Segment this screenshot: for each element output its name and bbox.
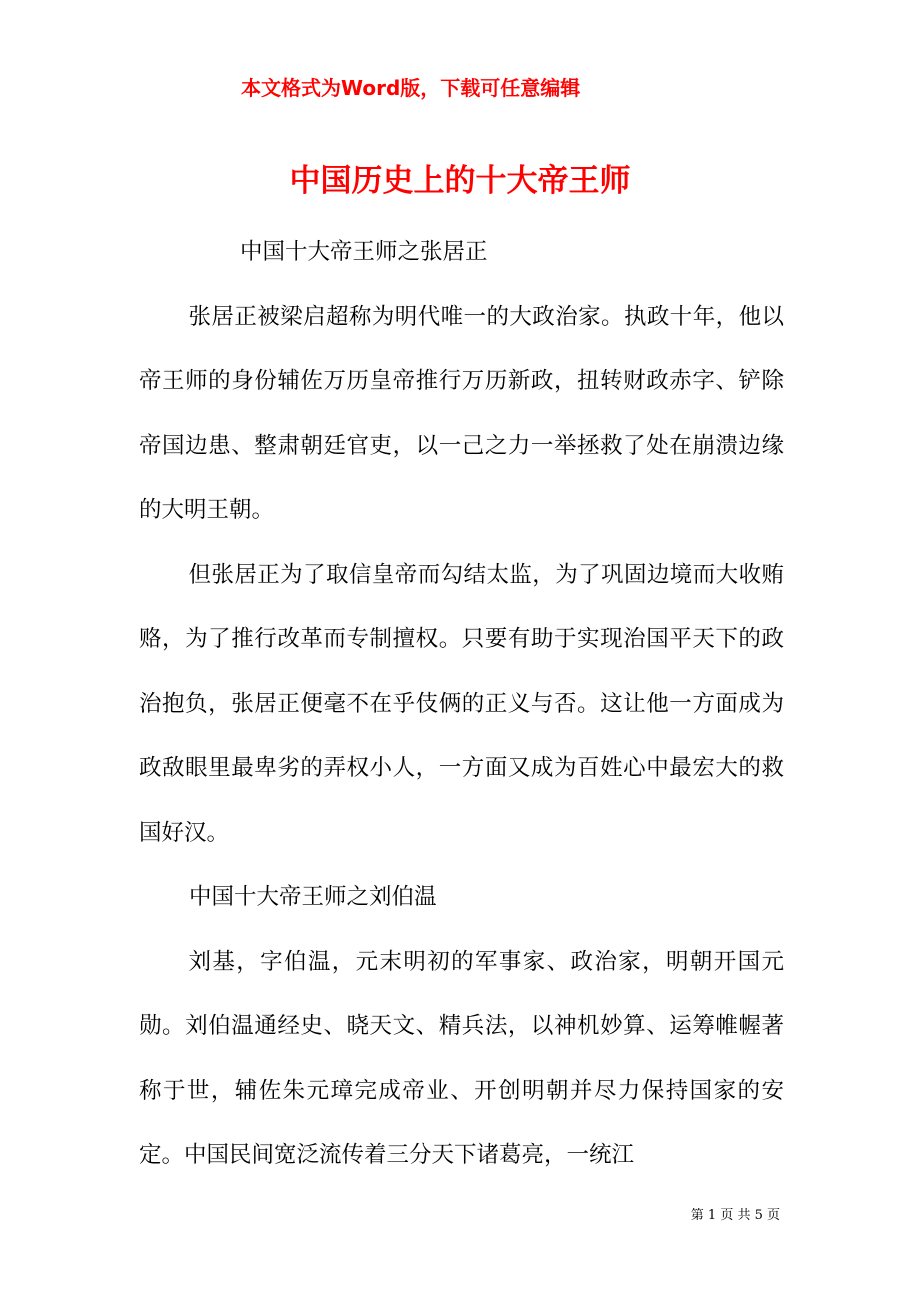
body-paragraph: 刘基，字伯温，元末明初的军事家、政治家，明朝开国元勋。刘伯温通经史、晓天文、精兵法，以神机妙算、运筹帷幄著称于世，辅佐朱元璋完成帝业、开创明朝并尽力保持国家的安定。中国民间宽泛流传着三分天下诸葛亮，一统江 [139, 948, 784, 1168]
section-heading: 中国十大帝王师之张居正 [240, 239, 488, 265]
format-notice: 本文格式为Word版，下载可任意编辑 [241, 76, 581, 100]
body-paragraph: 但张居正为了取信皇帝而勾结太监，为了巩固边境而大收贿赂，为了推行改革而专制擅权。只要有助于实现治国平天下的政治抱负，张居正便毫不在乎伎俩的正义与否。这让他一方面成为政敌眼里最卑劣的弄权小人，一方面又成为百姓心中最宏大的救国好汉。 [139, 561, 784, 846]
body-paragraph: 张居正被梁启超称为明代唯一的大政治家。执政十年，他以帝王师的身份辅佐万历皇帝推行万历新政，扭转财政赤字、铲除帝国边患、整肃朝廷官吏，以一己之力一举拯救了处在崩溃边缘的大明王朝。 [139, 303, 784, 523]
page-number: 第 1 页 共 5 页 [690, 1208, 780, 1223]
document-title: 中国历史上的十大帝王师 [289, 163, 631, 199]
section-heading: 中国十大帝王师之刘伯温 [189, 884, 437, 910]
document-body [139, 220, 784, 1188]
